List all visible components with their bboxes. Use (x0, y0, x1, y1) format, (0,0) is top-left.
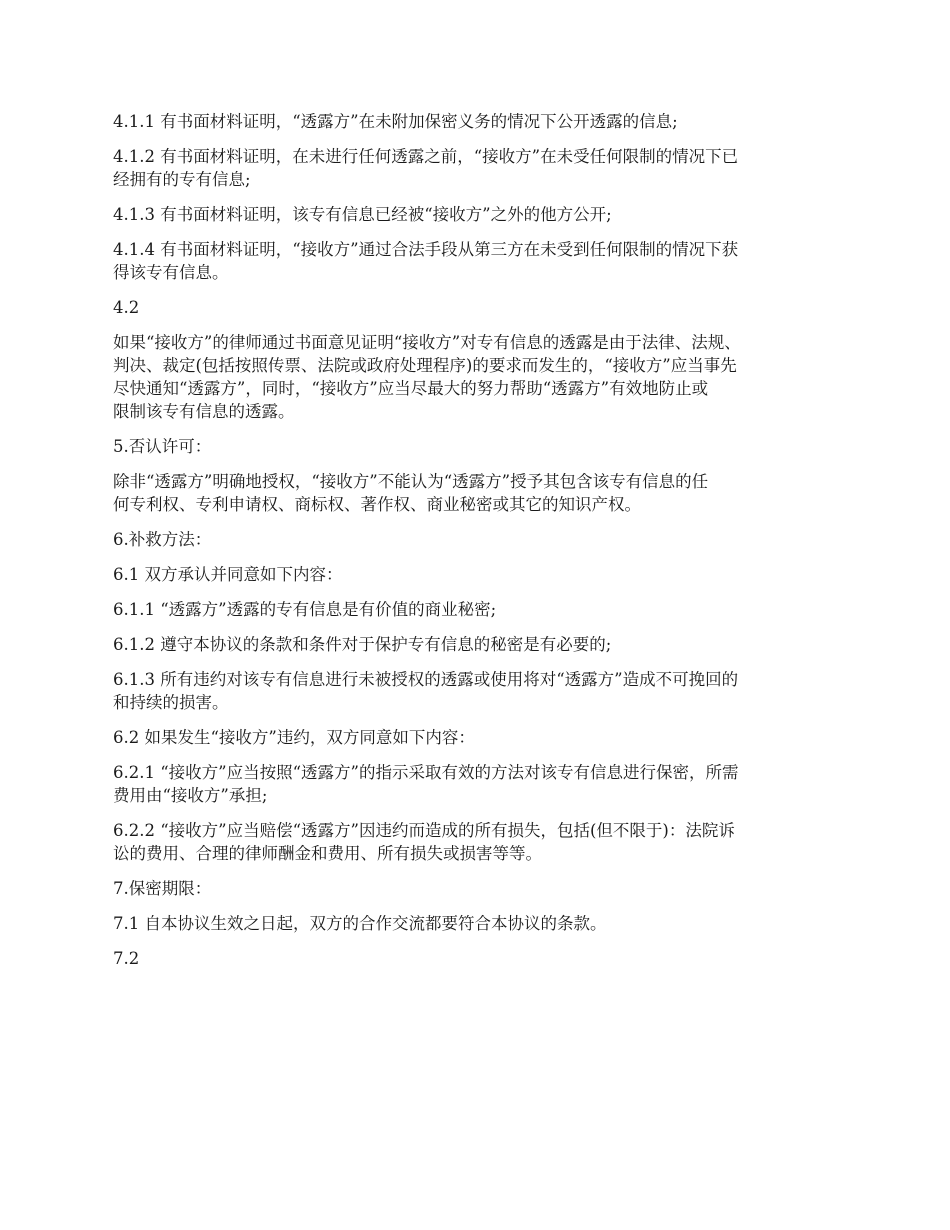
clause-6-1-2: 6.1.2 遵守本协议的条款和条件对于保护专有信息的秘密是有必要的; (113, 635, 612, 654)
clause-6-1-1: 6.1.1 “透露方”透露的专有信息是有价值的商业秘密; (113, 600, 497, 619)
clause-6-2-2: 6.2.2 “接收方”应当赔偿“透露方”因违约而造成的所有损失，包括(但不限于)：法院诉 讼的费用、合理的律师酬金和费用、所有损失或损害等等。 (113, 821, 735, 863)
clause-6-2-1: 6.2.1 “接收方”应当按照“透露方”的指示采取有效的方法对该专有信息进行保密，所需 费用由“接收方”承担; (113, 763, 739, 805)
clause-7-1: 7.1 自本协议生效之日起，双方的合作交流都要符合本协议的条款。 (113, 914, 607, 933)
clause-6-2: 6.2 如果发生“接收方”违约，双方同意如下内容： (113, 728, 475, 747)
section-7-heading: 7.保密期限： (113, 879, 212, 898)
section-6-heading: 6.补救方法： (113, 530, 212, 549)
section-5-body: 除非“透露方”明确地授权，“接收方”不能认为“透露方”授予其包含该专有信息的任 何专利权、专利申请权、商标权、著作权、商业秘密或其它的知识产权。 (113, 472, 709, 514)
clause-6-1: 6.1 双方承认并同意如下内容： (113, 565, 343, 584)
clause-4-2-body: 如果“接收方”的律师通过书面意见证明“接收方”对专有信息的透露是由于法律、法规、 判决、裁定(包括按照传票、法院或政府处理程序)的要求而发生的，“接收方”应当事先 尽快通知“透露方”，同时，“接收方”应当尽最大的努力帮助“透露方”有效地防止或 限制该专有信息的透露。 (113, 333, 741, 421)
section-5-heading: 5.否认许可： (113, 437, 212, 456)
clause-4-1-4: 4.1.4 有书面材料证明，“接收方”通过合法手段从第三方在未受到任何限制的情况下获 得该专有信息。 (113, 240, 739, 282)
clause-6-1-3: 6.1.3 所有违约对该专有信息进行未被授权的透露或使用将对“透露方”造成不可挽回的 和持续的损害。 (113, 670, 739, 712)
clause-4-1-2: 4.1.2 有书面材料证明，在未进行任何透露之前，“接收方”在未受任何限制的情况下已 经拥有的专有信息; (113, 147, 739, 189)
document-body (113, 110, 848, 982)
clause-7-2: 7.2 (113, 949, 140, 968)
clause-4-2-heading: 4.2 (113, 298, 140, 317)
clause-4-1-3: 4.1.3 有书面材料证明，该专有信息已经被“接收方”之外的他方公开; (113, 205, 612, 224)
clause-4-1-1: 4.1.1 有书面材料证明，“透露方”在未附加保密义务的情况下公开透露的信息; (113, 112, 678, 131)
